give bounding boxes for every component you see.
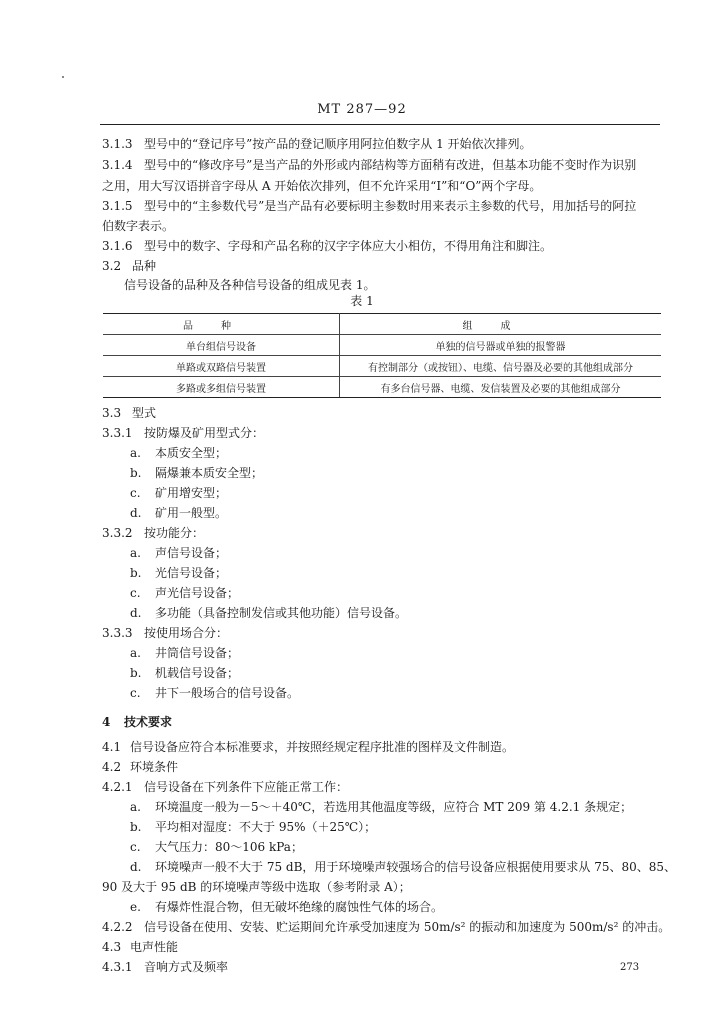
- table-header-row: [103, 314, 661, 335]
- clause-3-2: [0, 256, 724, 276]
- list-item: [0, 683, 724, 703]
- clause-number: 3.3: [102, 406, 122, 420]
- item-letter: b.: [130, 466, 142, 480]
- table-cell-composition: 单独的信号器或单独的报警器: [340, 335, 662, 356]
- item-text: 环境温度一般为－5～＋40℃，若选用其他温度等级，应符合 MT 209 第 4.2.1 条规定；: [155, 800, 633, 814]
- item-letter: a.: [130, 646, 141, 660]
- section-title: 品种: [132, 259, 157, 273]
- scan-mark: [62, 76, 64, 78]
- clause-number: 4.2.1: [102, 780, 133, 794]
- item-letter: a.: [130, 446, 141, 460]
- item-text: 声光信号设备；: [155, 586, 240, 600]
- list-item: [0, 857, 724, 877]
- clause-text: 按使用场合分：: [144, 626, 229, 640]
- clause-4-2-2: [0, 917, 724, 937]
- clause-4-3: [0, 937, 724, 957]
- list-item-cont: [0, 877, 724, 897]
- list-item: [0, 837, 724, 857]
- clause-text: 按防爆及矿用型式分：: [144, 426, 265, 440]
- clause-number: 3.1.5: [102, 199, 133, 213]
- table-row: [103, 356, 661, 377]
- list-item: [0, 463, 724, 483]
- list-item: [0, 603, 724, 623]
- clause-text-continued: 伯数字表示。: [102, 219, 175, 233]
- clause-number: 4.2: [102, 760, 122, 774]
- clause-3-3-3: [0, 623, 724, 643]
- item-text: 本质安全型；: [155, 446, 228, 460]
- item-letter: c.: [130, 686, 141, 700]
- clause-number: 3.3.3: [102, 626, 133, 640]
- clause-text: 环境条件: [130, 760, 179, 774]
- list-item: [0, 543, 724, 563]
- item-text: 有爆炸性混合物，但无破坏绝缘的腐蚀性气体的场合。: [155, 900, 444, 914]
- page-number: 273: [620, 962, 640, 973]
- chapter-title: 技术要求: [124, 715, 173, 729]
- clause-text-continued: 之用，用大写汉语拼音字母从 A 开始依次排列，但不允许采用“I”和“O”两个字母。: [102, 179, 542, 193]
- item-text: 井下一般场合的信号设备。: [155, 686, 300, 700]
- table-cell-composition: 有控制部分（或按钮）、电缆、信号器及必要的其他组成部分: [340, 356, 662, 377]
- item-letter: d.: [130, 860, 142, 874]
- item-letter: b.: [130, 666, 142, 680]
- clause-number: 3.1.6: [102, 239, 133, 253]
- item-letter: d.: [130, 506, 142, 520]
- table-cell-variety: 单路或双路信号装置: [103, 356, 340, 377]
- clause-3-3-2: [0, 523, 724, 543]
- list-item: [0, 797, 724, 817]
- table-row: [103, 377, 661, 398]
- clause-text: 电声性能: [130, 940, 179, 954]
- clause-3-1-6: [0, 236, 724, 256]
- clause-text: 型号中的数字、字母和产品名称的汉字字体应大小相仿，不得用角注和脚注。: [144, 239, 553, 253]
- table-cell-variety: 单台组信号设备: [103, 335, 340, 356]
- clause-number: 4.1: [102, 740, 122, 754]
- clause-3-1-4-cont: [0, 176, 724, 196]
- item-text: 环境噪声一般不大于 75 dB，用于环境噪声较强场合的信号设备应根据使用要求从 75、80、85、: [155, 860, 677, 874]
- list-item: [0, 643, 724, 663]
- item-text-continued: 90 及大于 95 dB 的环境噪声等级中选取（参考附录 A）；: [102, 880, 411, 894]
- clause-text: 按功能分：: [144, 526, 205, 540]
- list-item: [0, 817, 724, 837]
- clause-number: 4.3: [102, 940, 122, 954]
- clause-4-3-1: [0, 957, 724, 977]
- clause-3-1-3: [0, 134, 724, 154]
- clause-text: 信号设备在下列条件下应能正常工作：: [144, 780, 349, 794]
- item-letter: b.: [130, 820, 142, 834]
- table-title: 表 1: [350, 294, 374, 308]
- item-text: 大气压力：80～106 kPa；: [155, 840, 303, 854]
- item-letter: e.: [130, 900, 141, 914]
- clause-3-3: [0, 403, 724, 423]
- chapter-4-heading: [0, 712, 724, 732]
- item-letter: d.: [130, 606, 142, 620]
- clause-4-2-1: [0, 777, 724, 797]
- section-title: 型式: [132, 406, 157, 420]
- item-text: 光信号设备；: [155, 566, 228, 580]
- item-text: 多功能（具备控制发信或其他功能）信号设备。: [155, 606, 408, 620]
- clause-text: 型号中的“修改序号”是当产品的外形或内部结构等方面稍有改进，但基本功能不变时作为识别: [144, 158, 637, 172]
- clause-3-1-5: [0, 196, 724, 216]
- item-letter: c.: [130, 486, 141, 500]
- table-cell-variety: 多路或多组信号装置: [103, 377, 340, 398]
- header-composition: 组成: [340, 314, 662, 335]
- chapter-number: 4: [102, 715, 111, 729]
- header-rule: [100, 124, 660, 125]
- list-item: [0, 443, 724, 463]
- clause-text: 型号中的“主参数代号”是当产品有必要标明主参数时用来表示主参数的代号，用加括号的阿拉: [144, 199, 637, 213]
- item-letter: c.: [130, 586, 141, 600]
- item-letter: a.: [130, 800, 141, 814]
- table-row: [103, 335, 661, 356]
- clause-3-1-4: [0, 155, 724, 175]
- list-item: [0, 483, 724, 503]
- variety-table: [103, 313, 661, 398]
- header-variety: 品种: [103, 314, 340, 335]
- item-text: 隔爆兼本质安全型；: [155, 466, 264, 480]
- list-item: [0, 503, 724, 523]
- item-letter: c.: [130, 840, 141, 854]
- clause-number: 3.3.1: [102, 426, 133, 440]
- list-item: [0, 663, 724, 683]
- list-item: [0, 583, 724, 603]
- clause-text: 音响方式及频率: [144, 960, 229, 974]
- intro-text: 信号设备的品种及各种信号设备的组成见表 1。: [124, 278, 376, 292]
- clause-text: 型号中的“登记序号”按产品的登记顺序用阿拉伯数字从 1 开始依次排列。: [144, 137, 532, 151]
- item-text: 矿用增安型；: [155, 486, 228, 500]
- item-text: 机载信号设备；: [155, 666, 240, 680]
- item-text: 平均相对湿度：不大于 95%（＋25℃）；: [155, 820, 377, 834]
- clause-4-2: [0, 757, 724, 777]
- item-text: 声信号设备；: [155, 546, 228, 560]
- clause-3-3-1: [0, 423, 724, 443]
- clause-number: 3.3.2: [102, 526, 133, 540]
- clause-text: 信号设备应符合本标准要求，并按照经规定程序批准的图样及文件制造。: [130, 740, 515, 754]
- clause-4-1: [0, 737, 724, 757]
- table-cell-composition: 有多台信号器、电缆、发信装置及必要的其他组成部分: [340, 377, 662, 398]
- item-text: 矿用一般型。: [155, 506, 228, 520]
- clause-number: 3.1.3: [102, 137, 133, 151]
- clause-number: 4.2.2: [102, 920, 133, 934]
- list-item: [0, 563, 724, 583]
- clause-text: 信号设备在使用、安装、贮运期间允许承受加速度为 50m/s² 的振动和加速度为 500m/s² 的冲击。: [144, 920, 671, 934]
- clause-number: 3.2: [102, 259, 122, 273]
- clause-number: 4.3.1: [102, 960, 133, 974]
- item-letter: b.: [130, 566, 142, 580]
- page-header: MT 287—92: [317, 102, 407, 117]
- item-text: 井筒信号设备；: [155, 646, 240, 660]
- clause-3-1-5-cont: [0, 216, 724, 236]
- list-item: [0, 897, 724, 917]
- item-letter: a.: [130, 546, 141, 560]
- clause-number: 3.1.4: [102, 158, 133, 172]
